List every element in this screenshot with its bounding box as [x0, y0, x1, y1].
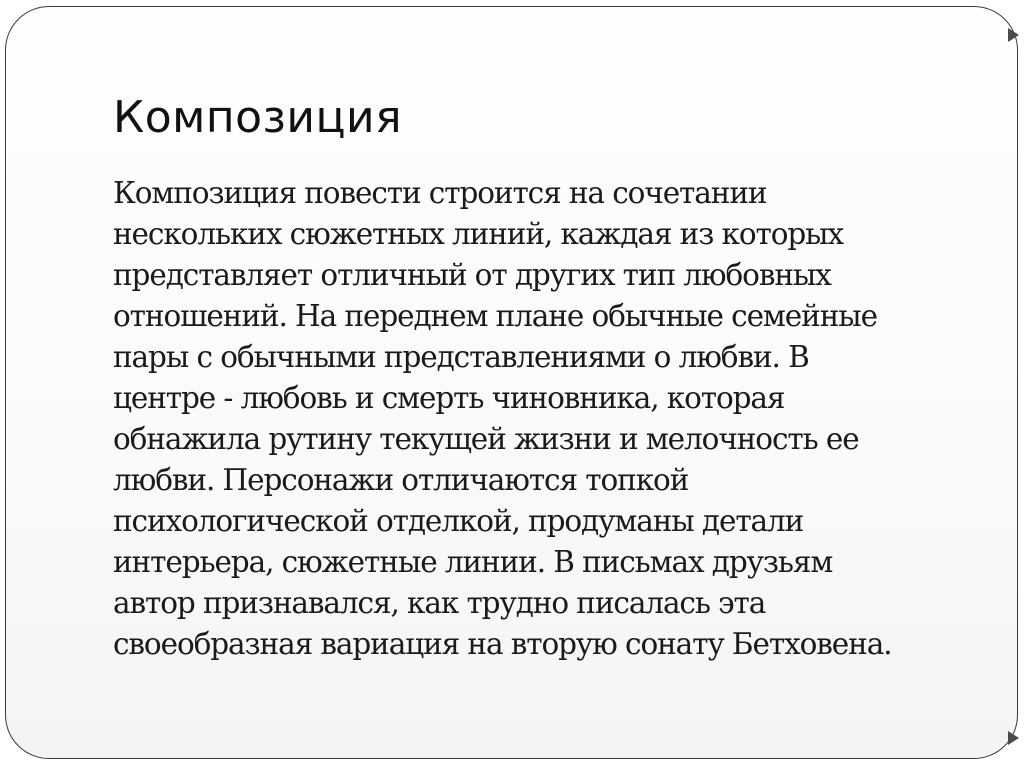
body-line-8: любви. Персонажи отличаются топкой: [113, 463, 689, 497]
slide-frame: [5, 6, 1018, 759]
body-line-3: представляет отличный от других тип любовных: [113, 258, 831, 292]
body-line-12: своеобразная вариация на вторую сонату Бетховена.: [113, 627, 892, 661]
body-line-11: автор признавался, как трудно писалась эта: [113, 586, 766, 620]
decorative-arrow-icon-bottom: [1008, 731, 1019, 745]
slide-body-text: [113, 173, 973, 665]
body-line-4: отношений. На переднем плане обычные семейные: [113, 299, 877, 333]
body-line-2: нескольких сюжетных линий, каждая из которых: [113, 217, 844, 251]
body-line-6: центре - любовь и смерть чиновника, которая: [113, 381, 785, 415]
body-line-9: психологической отделкой, продуманы детали: [113, 504, 804, 538]
decorative-arrow-icon-top: [1008, 28, 1019, 42]
body-line-10: интерьера, сюжетные линии. В письмах друзьям: [113, 545, 833, 579]
body-line-7: обнажила рутину текущей жизни и мелочность ее: [113, 422, 859, 456]
slide-title: Композиция: [113, 92, 403, 143]
body-line-1: Композиция повести строится на сочетании: [113, 176, 767, 210]
body-line-5: пары с обычными представлениями о любви. В: [113, 340, 809, 374]
